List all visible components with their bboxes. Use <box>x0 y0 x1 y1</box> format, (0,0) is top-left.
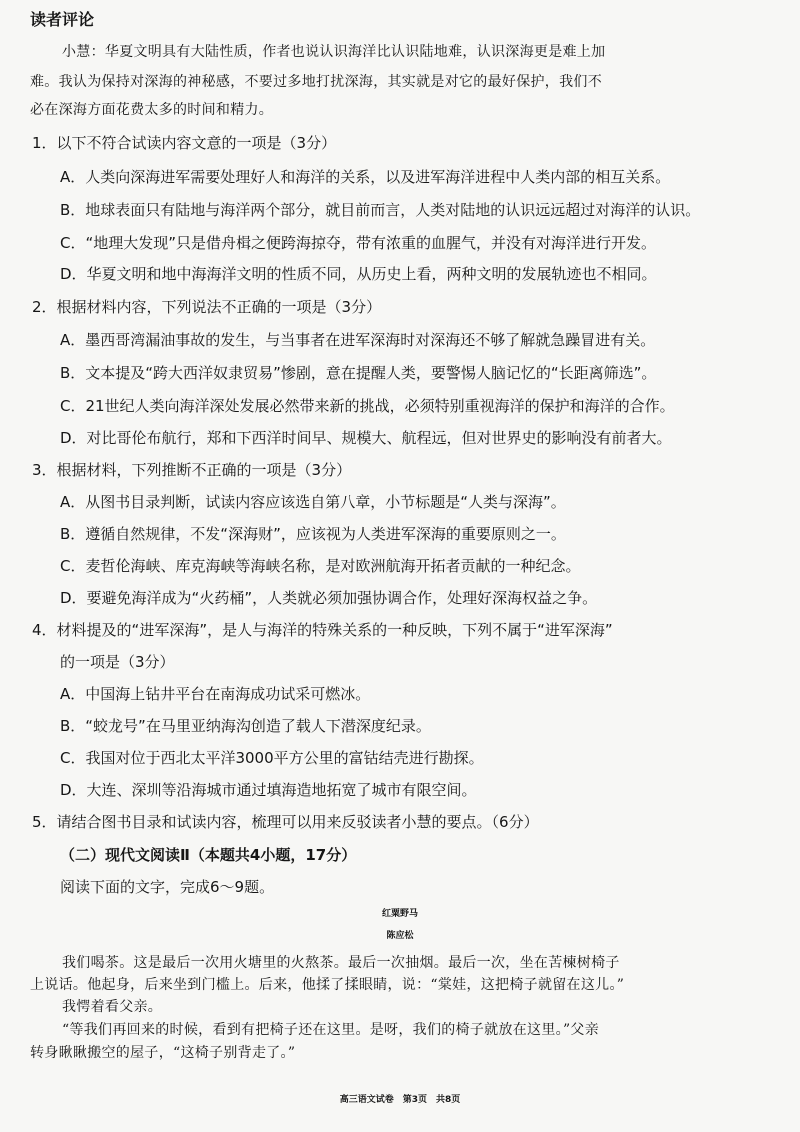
question-4-option-b: B．“蛟龙号”在马里亚纳海沟创造了载人下潜深度纪录。 <box>60 717 431 735</box>
story-paragraph: “等我们再回来的时候，看到有把椅子还在这里。是呀，我们的椅子就放在这里。”父亲 <box>62 1022 600 1038</box>
question-3-option-a: A．从图书目录判断，试读内容应该选自第八章，小节标题是“人类与深海”。 <box>60 493 566 511</box>
question-2-option-c: C．21世纪人类向海洋深处发展必然带来新的挑战，必须特别重视海洋的保护和海洋的合作。 <box>60 397 675 415</box>
question-5-stem: 5．请结合图书目录和试读内容，梳理可以用来反驳读者小慧的要点。（6分） <box>32 813 539 831</box>
comment-line: 难。我认为保持对深海的神秘感，不要过多地打扰深海，其实就是对它的最好保护，我们不 <box>30 74 602 90</box>
question-1-option-b: B．地球表面只有陆地与海洋两个部分，就目前而言，人类对陆地的认识远远超过对海洋的认识。 <box>60 201 701 219</box>
question-4-option-d: D．大连、深圳等沿海城市通过填海造地拓宽了城市有限空间。 <box>60 781 477 799</box>
story-paragraph: 我愕着看父亲。 <box>62 999 163 1015</box>
reader-comment-heading: 读者评论 <box>30 10 95 29</box>
page-footer: 高三语文试卷 第3页 共8页 <box>339 1095 461 1105</box>
comment-line: 必在深海方面花费太多的时间和精力。 <box>30 102 274 118</box>
section-title: （二）现代文阅读Ⅱ（本题共4小题，17分） <box>60 846 357 864</box>
question-3-option-b: B．遵循自然规律，不发“深海财”，应该视为人类进军深海的重要原则之一。 <box>60 525 566 543</box>
question-1-option-c: C．“地理大发现”只是借舟楫之便跨海掠夺，带有浓重的血腥气，并没有对海洋进行开发。 <box>60 234 657 252</box>
question-3-option-d: D．要避免海洋成为“火药桶”，人类就必须加强协调合作，处理好深海权益之争。 <box>60 589 598 607</box>
question-4-option-a: A．中国海上钻井平台在南海成功试采可燃冰。 <box>60 685 371 703</box>
story-paragraph: 转身瞅瞅搬空的屋子，“这椅子别背走了。” <box>30 1045 296 1061</box>
question-2-stem: 2．根据材料内容，下列说法不正确的一项是（3分） <box>32 298 382 316</box>
question-3-option-c: C．麦哲伦海峡、库克海峡等海峡名称，是对欧洲航海开拓者贡献的一种纪念。 <box>60 557 581 575</box>
question-3-stem: 3．根据材料，下列推断不正确的一项是（3分） <box>32 461 352 479</box>
story-paragraph: 上说话。他起身，后来坐到门槛上。后来，他揉了揉眼睛，说：“棠娃，这把椅子就留在这儿。” <box>30 977 625 993</box>
question-2-option-d: D．对比哥伦布航行，郑和下西洋时间早、规模大、航程远，但对世界史的影响没有前者大。 <box>60 429 672 447</box>
question-4-option-c: C．我国对位于西北太平洋3000平方公里的富钴结壳进行勘探。 <box>60 749 484 767</box>
question-2-option-a: A．墨西哥湾漏油事故的发生，与当事者在进军深海时对深海还不够了解就急躁冒进有关。 <box>60 331 656 349</box>
question-1-stem: 1．以下不符合试读内容文意的一项是（3分） <box>32 134 337 152</box>
story-author: 陈应松 <box>386 931 414 941</box>
question-1-option-a: A．人类向深海进军需要处理好人和海洋的关系，以及进军海洋进程中人类内部的相互关系。 <box>60 168 671 186</box>
story-title: 红粟野马 <box>381 909 418 919</box>
question-4-stem: 4．材料提及的“进军深海”，是人与海洋的特殊关系的一种反映，下列不属于“进军深海” <box>32 621 613 639</box>
story-paragraph: 我们喝茶。这是最后一次用火塘里的火熬茶。最后一次抽烟。最后一次，坐在苦楝树椅子 <box>62 955 620 971</box>
question-4-stem-cont: 的一项是（3分） <box>60 653 175 671</box>
section-instruction: 阅读下面的文字，完成6～9题。 <box>60 878 275 896</box>
comment-line: 小慧：华夏文明具有大陆性质，作者也说认识海洋比认识陆地难，认识深海更是难上加 <box>62 44 606 60</box>
question-2-option-b: B．文本提及“跨大西洋奴隶贸易”惨剧，意在提醒人类，要警惕人脑记忆的“长距离筛选”。 <box>60 364 657 382</box>
question-1-option-d: D．华夏文明和地中海海洋文明的性质不同，从历史上看，两种文明的发展轨迹也不相同。 <box>60 265 657 283</box>
